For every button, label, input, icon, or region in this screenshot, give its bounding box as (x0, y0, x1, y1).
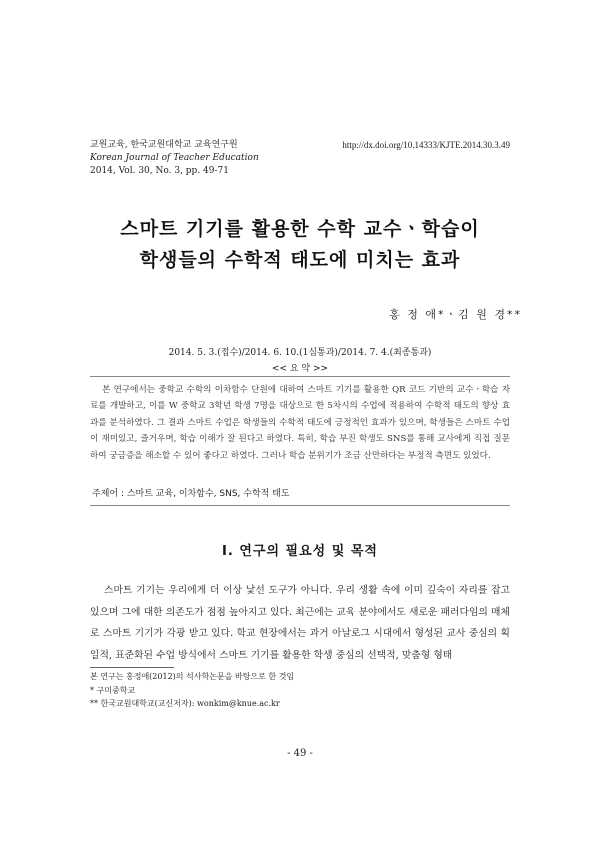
footnotes (90, 670, 294, 711)
footnote-author-2: ** 한국교원대학교(교신저자): wonkim@knue.ac.kr (90, 699, 280, 708)
journal-header (90, 139, 259, 178)
page-number: - 49 - (287, 748, 313, 759)
authors: 홍 정 애*ㆍ김 원 경** (389, 308, 522, 321)
title-line-2: 학생들의 수학적 태도에 미치는 효과 (139, 249, 461, 271)
title-line-1: 스마트 기기를 활용한 수학 교수ㆍ학습이 (120, 218, 480, 240)
footnote-note: 본 연구는 홍정애(2012)의 석사학논문을 바탕으로 한 것임 (90, 672, 295, 681)
abstract-bottom-rule (90, 505, 510, 506)
submission-dates: 2014. 5. 3.(접수)/2014. 6. 10.(1심통과)/2014. 7. 4.(최종통과) (168, 348, 432, 358)
keywords: 주제어 : 스마트 교육, 이차함수, SNS, 수학적 태도 (92, 489, 290, 499)
volume-info: 2014, Vol. 30, No. 3, pp. 49-71 (90, 166, 229, 176)
section-heading: Ⅰ. 연구의 필요성 및 목적 (222, 544, 378, 559)
doi-link[interactable]: http://dx.doi.org/10.14333/KJTE.2014.30.3.49 (342, 140, 510, 150)
footnote-rule (90, 667, 174, 668)
footnote-author-1: * 구미중학교 (90, 685, 136, 695)
abstract-body: 본 연구에서는 중학교 수학의 이차함수 단원에 대하여 스마트 기기를 활용한 QR 코드 기반의 교수ㆍ학습 자료를 개발하고, 이를 W 중학교 3학년 학생 7명을 대상으로 한 5차시의 수업에 적용하여 수학적 태도의 향상 효과를 분석하였다. 그 결과 스마트 수업은 학생들의 수학적 태도에 긍정적인 효과가 있으며, 학생들은 스마트 수업이 재미있고, 즐거우며, 학습 이해가 잘 된다고 하였다. 특히, 학습 부진 학생도 SNS를 통해 교사에게 직접 질문하여 궁금증을 해소할 수 있어 좋다고 하였다. 그러나 학습 분위기가 조금 산만하다는 부정적 측면도 있었다. (90, 385, 510, 461)
abstract-label: << 요 약 >> (271, 364, 329, 374)
paper-title (0, 214, 600, 276)
journal-name-en: Korean Journal of Teacher Education (90, 153, 259, 163)
publisher: 교원교육, 한국교원대학교 교육연구원 (90, 140, 238, 150)
abstract-top-rule (90, 376, 510, 377)
section-body: 스마트 기기는 우리에게 더 이상 낯선 도구가 아니다. 우리 생활 속에 이미 깊숙이 자리를 잡고 있으며 그에 대한 의존도가 점점 높아지고 있다. 최근에는 교육 분야에서도 새로운 패러다임의 매체로 스마트 기기가 각광 받고 있다. 학교 현장에서는 과거 아날로그 시대에서 형성된 교사 중심의 획일적, 표준화된 수업 방식에서 스마트 기기를 활용한 학생 중심의 선택적, 맞춤형 형태 (90, 585, 510, 661)
